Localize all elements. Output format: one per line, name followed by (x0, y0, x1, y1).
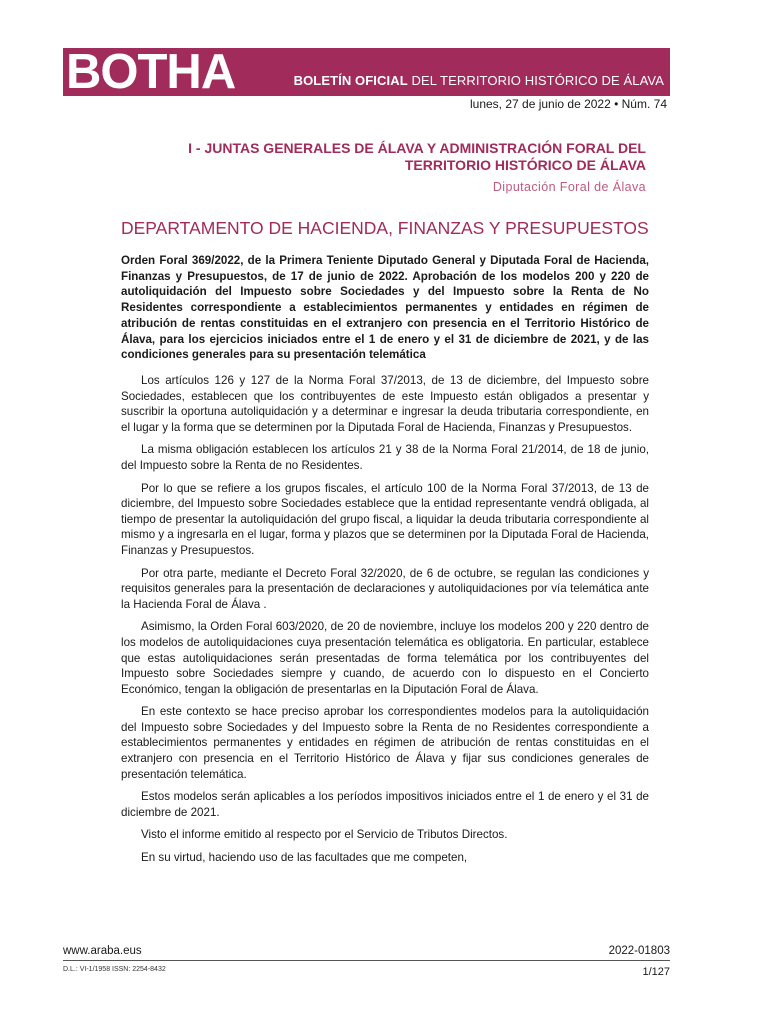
bulletin-title-bold: BOLETÍN OFICIAL (293, 73, 408, 88)
footer-legal-deposit: D.L.: VI-1/1958 ISSN: 2254-8432 (63, 966, 166, 973)
order-title: Orden Foral 369/2022, de la Primera Teniente Diputado General y Diputada Foral de Hacienda, Finanzas y Presupuestos, de 17 de junio de 2022. Aprobación de los modelos 200 y 220 de autoliquidación del Impuesto sobre Sociedades y del Impuesto sobre la Renta de No Residentes correspondiente a establecimientos permanentes y entidades en régimen de atribución de rentas constituidas en el extranjero con presencia en el Territorio Histórico de Álava, para los ejercicios iniciados entre el 1 de enero y el 31 de diciembre de 2021, y de las condiciones generales para su presentación telemática (121, 254, 649, 362)
header-banner (63, 45, 670, 99)
issue-date-number: lunes, 27 de junio de 2022 • Núm. 74 (469, 97, 667, 111)
paragraph: Por otra parte, mediante el Decreto Foral 32/2020, de 6 de octubre, se regulan las condiciones y requisitos generales para la presentación de declaraciones y autoliquidaciones por vía telemática ante la Hacienda Foral de Álava . (121, 566, 649, 611)
paragraph: Asimismo, la Orden Foral 603/2020, de 20 de noviembre, incluye los modelos 200 y 220 dentro de los modelos de autoliquidaciones cuya presentación telemática es obligatoria. En particular, establece que estas autoliquidaciones serán presentadas de forma telemática por los contribuyentes del Impuesto sobre Sociedades siempre y cuando, de acuerdo con lo dispuesto en el Concierto Económico, tengan la obligación de presentarlas en la Diputación Foral de Álava. (121, 620, 649, 696)
paragraph: Los artículos 126 y 127 de la Norma Foral 37/2013, de 13 de diciembre, del Impuesto sobre Sociedades, establecen que los contribuyentes de este Impuesto están obligados a presentar y suscribir la oportuna autoliquidación y a determinar e ingresar la deuda tributaria correspondiente, en el lugar y la forma que se determinen por la Diputada Foral de Hacienda, Finanzas y Presupuestos. (121, 374, 649, 434)
paragraph: La misma obligación establecen los artículos 21 y 38 de la Norma Foral 21/2014, de 18 de junio, del Impuesto sobre la Renta de no Residentes. (121, 443, 649, 472)
footer-divider (63, 960, 670, 961)
document-body (121, 373, 649, 873)
paragraph: Por lo que se refiere a los grupos fiscales, el artículo 100 de la Norma Foral 37/2013, de 13 de diciembre, del Impuesto sobre Sociedades establece que la entidad representante vendrá obligada, al tiempo de presentar la autoliquidación del grupo fiscal, a liquidar la deuda tributaria correspondiente al mismo y a ingresarla en el lugar, forma y plazos que se determinen por la Diputada Foral de Hacienda, Finanzas y Presupuestos. (121, 481, 649, 557)
paragraph: Estos modelos serán aplicables a los períodos impositivos iniciados entre el 1 de enero y el 31 de diciembre de 2021. (121, 790, 649, 819)
botha-logo: BOTHA (66, 45, 236, 99)
paragraph: Visto el informe emitido al respecto por el Servicio de Tributos Directos. (141, 828, 508, 842)
paragraph: En su virtud, haciendo uso de las facultades que me competen, (141, 851, 468, 865)
bulletin-title-rest: DEL TERRITORIO HISTÓRICO DE ÁLAVA (407, 73, 664, 88)
paragraph: En este contexto se hace preciso aprobar los correspondientes modelos para la autoliquidación del Impuesto sobre Sociedades y del Impuesto sobre la Renta de no Residentes correspondiente a establecimientos permanentes y entidades en régimen de atribución de rentas constituidas en el extranjero con presencia en el Territorio Histórico de Álava y fijar sus condiciones generales de presentación telemática. (121, 705, 649, 781)
footer-document-code: 2022-01803 (608, 945, 670, 957)
footer-page-number: 1/127 (642, 966, 670, 978)
department-title: DEPARTAMENTO DE HACIENDA, FINANZAS Y PRESUPUESTOS (121, 218, 649, 238)
bulletin-title (294, 73, 664, 88)
footer-website-link[interactable]: www.araba.eus (63, 945, 142, 957)
section-title: I - JUNTAS GENERALES DE ÁLAVA Y ADMINISTRACIÓN FORAL DEL TERRITORIO HISTÓRICO DE ÁLAVA (188, 140, 646, 173)
section-subtitle: Diputación Foral de Álava (492, 180, 646, 194)
